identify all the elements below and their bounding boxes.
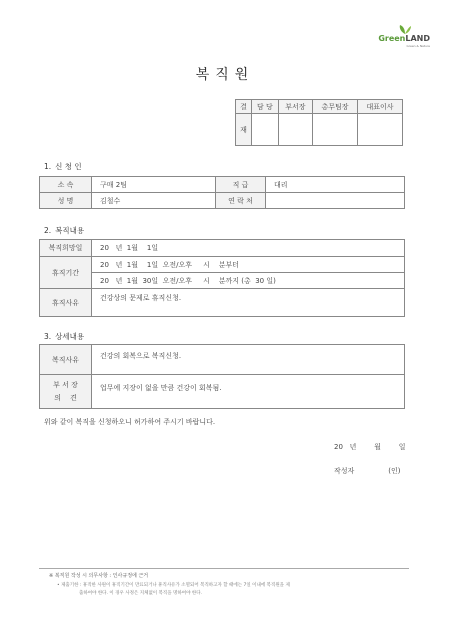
approval-sign-dept-head[interactable] (278, 114, 312, 146)
table-row (40, 289, 405, 317)
approval-box (235, 99, 403, 146)
position-value[interactable]: 대리 (266, 177, 405, 193)
logo-tagline: Green & Nature (406, 44, 430, 48)
approval-sign-staff[interactable] (252, 114, 279, 146)
leave-reason-label: 휴직사유 (40, 289, 92, 317)
table-row (40, 240, 405, 257)
dept-opinion-label: 부 서 장 의 견 (40, 375, 92, 409)
company-logo (370, 24, 430, 46)
approval-sign-ceo[interactable] (357, 114, 402, 146)
leave-period-end[interactable]: 20 년 1월 30일 오전/오후 시 분까지 (총 30 일) (92, 273, 405, 289)
seal-placeholder[interactable]: (인) (388, 467, 401, 475)
department-value[interactable]: 구매 2팀 (92, 177, 216, 193)
contact-value[interactable] (266, 193, 405, 209)
department-label: 소 속 (40, 177, 92, 193)
return-date-label: 복직희망일 (40, 240, 92, 257)
footnote (39, 568, 409, 597)
table-row (40, 345, 405, 375)
section3-heading: 3. 상세내용 (44, 332, 85, 341)
table-row (40, 257, 405, 273)
footnote-title: ※ 복직원 작성 시 의무사항 : 인사규정에 근거 (49, 573, 149, 579)
logo-wordmark: GreenLAND (378, 34, 430, 43)
date-line[interactable]: 20 년 월 일 (334, 443, 406, 451)
author-label: 작성자 (334, 467, 355, 475)
section2-heading: 2. 복직내용 (44, 226, 85, 235)
approval-side-top: 결 (236, 100, 252, 114)
contact-label: 연 락 처 (216, 193, 266, 209)
position-label: 직 급 (216, 177, 266, 193)
leave-period-label: 휴직기간 (40, 257, 92, 289)
approval-header-dept-head: 부서장 (278, 100, 312, 114)
table-row (40, 375, 405, 409)
table-row (40, 177, 405, 193)
detail-table (39, 344, 405, 409)
approval-side-bottom: 재 (236, 114, 252, 146)
table-row (40, 273, 405, 289)
approval-header-general-affairs: 총무팀장 (312, 100, 357, 114)
section1-heading: 1. 신 청 인 (44, 162, 82, 171)
footnote-body: • 제출기한 : 휴직한 사원이 휴직기간이 만료되거나 휴직사유가 소멸되어 복직하고자 할 때에는 7일 이내에 복직원을 제 출하여야 한다. 이 경우 사정은 지체없이 복직을 명하여야 한다. (57, 583, 290, 596)
author-line (334, 466, 401, 476)
approval-header-ceo: 대표이사 (357, 100, 402, 114)
request-statement: 위와 같이 복직을 신청하오니 허가하여 주시기 바랍니다. (44, 418, 216, 426)
return-reason-value[interactable]: 건강의 회복으로 복직신청. (92, 345, 405, 375)
return-reason-label: 복직사유 (40, 345, 92, 375)
document-title: 복직원 (195, 67, 255, 83)
table-row (40, 193, 405, 209)
return-date-value[interactable]: 20 년 1월 1일 (92, 240, 405, 257)
leaf-icon (398, 24, 412, 34)
name-value[interactable]: 김철수 (92, 193, 216, 209)
name-label: 성 명 (40, 193, 92, 209)
leave-period-start[interactable]: 20 년 1월 1일 오전/오후 시 분부터 (92, 257, 405, 273)
dept-opinion-value[interactable]: 업무에 지장이 없을 만큼 건강이 회복됨. (92, 375, 405, 409)
approval-header-staff: 담 당 (252, 100, 279, 114)
approval-sign-general-affairs[interactable] (312, 114, 357, 146)
return-details-table (39, 239, 405, 317)
applicant-table (39, 176, 405, 209)
leave-reason-value[interactable]: 건강상의 문제로 휴직신청. (92, 289, 405, 317)
